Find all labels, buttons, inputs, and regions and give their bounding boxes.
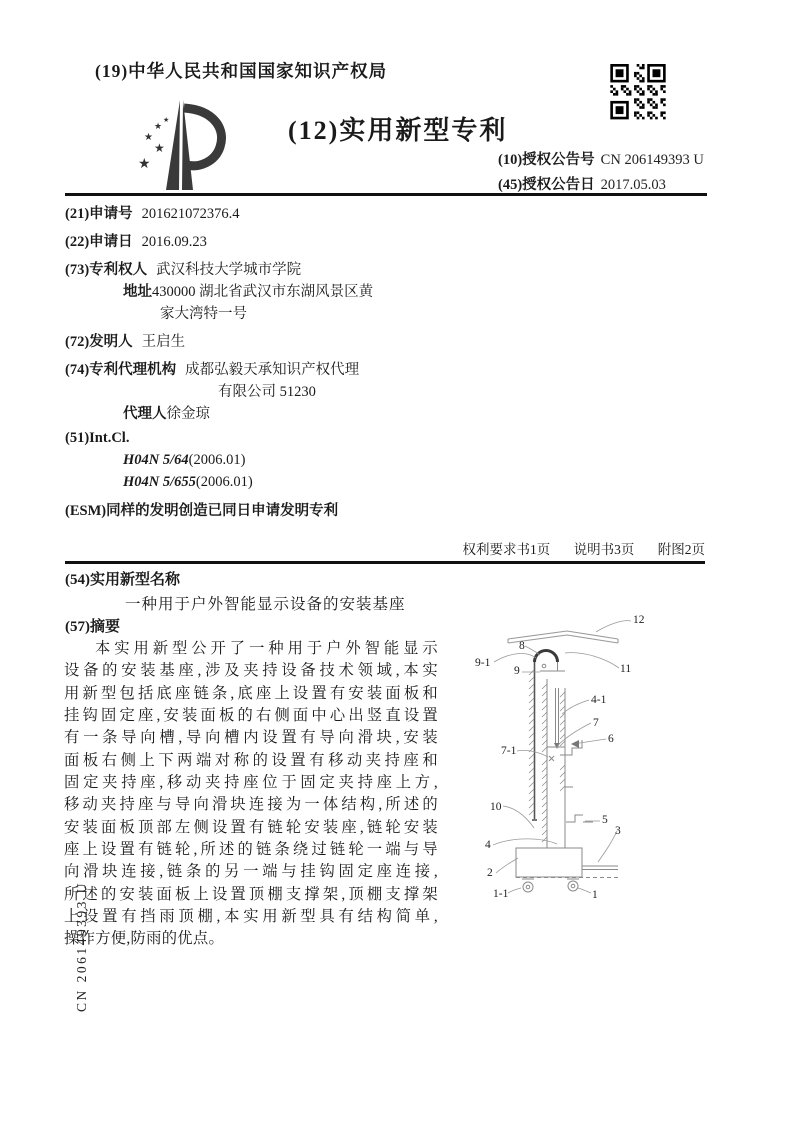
cnipa-logo — [120, 96, 255, 200]
figure-pages: 附图2页 — [657, 542, 705, 557]
publication-number-value: CN 206149393 U — [600, 152, 704, 168]
publication-date-value: 2017.05.03 — [600, 177, 666, 193]
abstract-line: 上设置有挡雨顶棚,本实用新型具有结构简单, — [64, 908, 438, 926]
side-publication-code: CN 206149393 U — [74, 880, 89, 1012]
publication-number-label: (10)授权公告号 — [498, 152, 595, 168]
abstract-line: 所述的安装面板上设置顶棚支撑架,顶棚支撑架 — [64, 885, 438, 903]
figure-ref-4-1: 4-1 — [591, 694, 607, 706]
figure-ref-11: 11 — [620, 663, 632, 675]
claims-pages: 权利要求书1页 — [462, 542, 551, 557]
intcl-row — [65, 430, 129, 447]
abstract-line: 向滑块连接,链条的另一端与挂钩固定座连接, — [64, 863, 438, 881]
address-value-line1: 430000 湖北省武汉市东湖风景区黄 — [152, 284, 374, 300]
svg-text:★: ★ — [154, 141, 165, 155]
intcl-2-version: (2006.01) — [195, 474, 253, 490]
abstract-line: 挂钩固定座,安装面板的右侧面中心出竖直设置 — [64, 707, 438, 725]
agent-label: 代理人 — [123, 406, 167, 422]
title-section-label: (54)实用新型名称 — [65, 572, 180, 588]
agent-row — [123, 402, 210, 423]
figure-ref-2: 2 — [487, 867, 493, 879]
intcl-1-version: (2006.01) — [188, 452, 246, 468]
abstract-line: 移动夹持座与导向滑块连接为一体结构,所述的 — [64, 796, 438, 814]
publication-date-row — [498, 173, 666, 194]
figure-ref-7-1: 7-1 — [501, 745, 517, 757]
address-row — [123, 280, 373, 301]
publication-date-label: (45)授权公告日 — [498, 177, 595, 193]
abstract-line: 设备的安装基座,涉及夹持设备技术领域,本实 — [64, 662, 438, 680]
utility-model-title: 一种用于户外智能显示设备的安装基座 — [125, 596, 406, 613]
abstract-line: 固定夹持座,移动夹持座位于固定夹持座上方, — [64, 774, 438, 792]
application-number-value: 201621072376.4 — [141, 206, 240, 222]
agency-label: (74)专利代理机构 — [65, 362, 177, 378]
body-divider-rule — [65, 561, 705, 564]
address-label: 地址 — [123, 284, 152, 300]
qr-code — [610, 64, 666, 122]
patentee-value: 武汉科技大学城市学院 — [156, 262, 302, 278]
figure-ref-5: 5 — [602, 814, 608, 826]
figure-ref-1-1: 1-1 — [493, 888, 509, 900]
intcl-2-code: H04N 5/655 — [123, 474, 196, 490]
abstract-line: 用新型包括底座链条,底座上设置有安装面板和 — [64, 684, 438, 702]
abstract-text — [64, 638, 438, 951]
inventor-label: (72)发明人 — [65, 334, 133, 350]
abstract-line: 本实用新型公开了一种用于户外智能显示 — [95, 640, 438, 657]
figure-ref-7: 7 — [593, 717, 599, 729]
figure-ref-3: 3 — [615, 825, 621, 837]
figure-ref-4: 4 — [485, 839, 491, 851]
svg-text:★: ★ — [154, 121, 163, 131]
figure-ref-6: 6 — [608, 733, 614, 745]
page-counts-row — [443, 538, 706, 558]
application-number-label: (21)申请号 — [65, 206, 133, 222]
publication-number-row — [498, 148, 704, 169]
agency-row — [65, 358, 359, 379]
figure-ref-9-1: 9-1 — [475, 657, 491, 669]
svg-text:★: ★ — [138, 157, 151, 172]
cnipa-logo-graphic — [120, 96, 255, 200]
intcl-1-code: H04N 5/64 — [123, 452, 189, 468]
agency-value-line2: 有限公司 51230 — [218, 384, 316, 400]
inventor-row — [65, 330, 185, 351]
figure-ref-9: 9 — [514, 665, 520, 677]
application-number-row — [65, 202, 240, 223]
abstract-section-label: (57)摘要 — [65, 619, 120, 635]
issuing-office-title: (19)中华人民共和国国家知识产权局 — [95, 61, 388, 81]
patent-figure-drawing — [455, 600, 775, 935]
description-pages: 说明书3页 — [573, 542, 635, 557]
svg-text:★: ★ — [144, 132, 153, 143]
header-divider-rule — [65, 193, 707, 196]
figure-ref-8: 8 — [519, 640, 525, 652]
abstract-line: 座上设置有链轮,所述的链条绕过链轮一端与导 — [64, 841, 438, 859]
address-row-2 — [160, 302, 247, 323]
application-date-label: (22)申请日 — [65, 234, 133, 250]
patent-figure — [455, 600, 775, 935]
figure-ref-1: 1 — [592, 889, 598, 901]
abstract-line: 有一条导向槽,导向槽内设置有导向滑块,安装 — [64, 729, 438, 747]
intcl-entry-1 — [123, 452, 245, 469]
figure-ref-10: 10 — [490, 801, 502, 813]
agency-value-line1: 成都弘毅天承知识产权代理 — [185, 362, 360, 378]
inventor-value: 王启生 — [141, 334, 186, 350]
esm-note: (ESM)同样的发明创造已同日申请发明专利 — [65, 503, 339, 519]
patentee-label: (73)专利权人 — [65, 262, 148, 278]
svg-text:★: ★ — [163, 116, 170, 124]
abstract-line: 操作方便,防雨的优点。 — [64, 930, 225, 948]
intcl-entry-2 — [123, 474, 253, 491]
abstract-line: 面板右侧上下两端对称的设置有移动夹持座和 — [64, 751, 438, 769]
application-date-row — [65, 230, 207, 251]
figure-ref-12: 12 — [633, 614, 645, 626]
address-value-line2: 家大湾特一号 — [160, 306, 247, 322]
patentee-row — [65, 258, 301, 279]
intcl-label: (51)Int.Cl. — [65, 430, 130, 446]
document-type-title: (12)实用新型专利 — [288, 116, 508, 145]
abstract-line: 安装面板顶部左侧设置有链轮安装座,链轮安装 — [64, 818, 438, 836]
application-date-value: 2016.09.23 — [141, 234, 207, 250]
agency-row-2 — [218, 380, 316, 401]
agent-value: 徐金琼 — [166, 406, 210, 422]
